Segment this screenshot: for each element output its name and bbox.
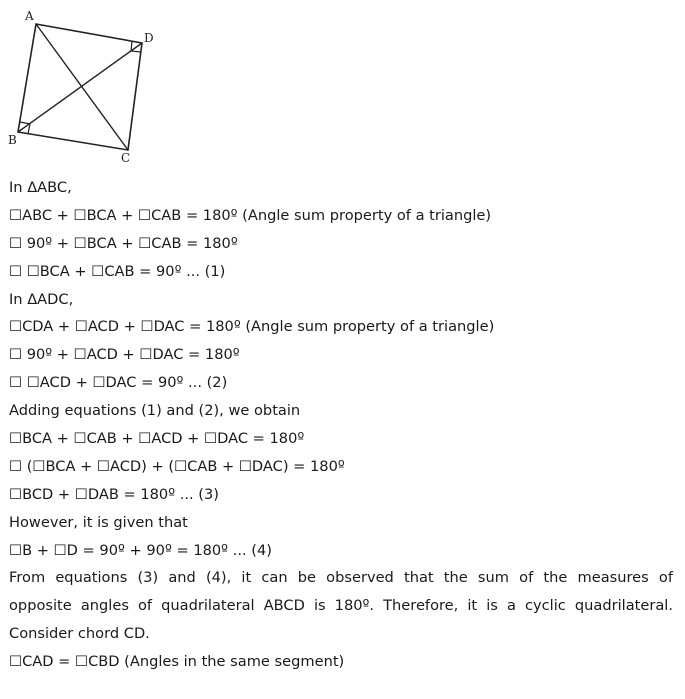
vertex-label-d: D [144,31,154,45]
diagonal-bd [18,43,142,132]
text-line: ☐ ☐BCA + ☐CAB = 90º ... (1) [9,262,226,280]
text-line: ☐ABC + ☐BCA + ☐CAB = 180º (Angle sum property of a triangle) [9,206,492,224]
text-line: ☐BCD + ☐DAB = 180º ... (3) [9,485,219,503]
text-line: ☐ (☐BCA + ☐ACD) + (☐CAB + ☐DAC) = 180º [9,457,345,475]
solution-text [9,174,673,676]
text-line: ☐CDA + ☐ACD + ☐DAC = 180º (Angle sum property of a triangle) [9,318,495,336]
diagonal-ac [36,24,128,150]
text-line: ☐B + ☐D = 90º + 90º = 180º ... (4) [9,541,272,559]
text-line: However, it is given that [9,513,188,531]
vertex-label-a: A [25,9,34,23]
text-line: ☐CAD = ☐CBD (Angles in the same segment) [9,653,345,671]
vertex-label-c: C [121,151,131,165]
text-line: Consider chord CD. [9,625,150,643]
vertex-label-b: B [8,133,17,147]
quadrilateral-abcd-diagram [0,0,170,170]
text-line: In ΔABC, [9,179,72,196]
text-line: Adding equations (1) and (2), we obtain [9,402,301,420]
text-line: opposite angles of quadrilateral ABCD is 180º. Therefore, it is a cyclic quadrilateral. [9,597,673,615]
text-line: ☐ 90º + ☐BCA + ☐CAB = 180º [9,234,238,252]
text-line: ☐ 90º + ☐ACD + ☐DAC = 180º [9,346,240,364]
text-line: ☐ ☐ACD + ☐DAC = 90º ... (2) [9,374,228,392]
text-line: From equations (3) and (4), it can be observed that the sum of the measures of [9,569,673,587]
text-line: ☐BCA + ☐CAB + ☐ACD + ☐DAC = 180º [9,430,305,448]
text-line: In ΔADC, [9,290,74,308]
